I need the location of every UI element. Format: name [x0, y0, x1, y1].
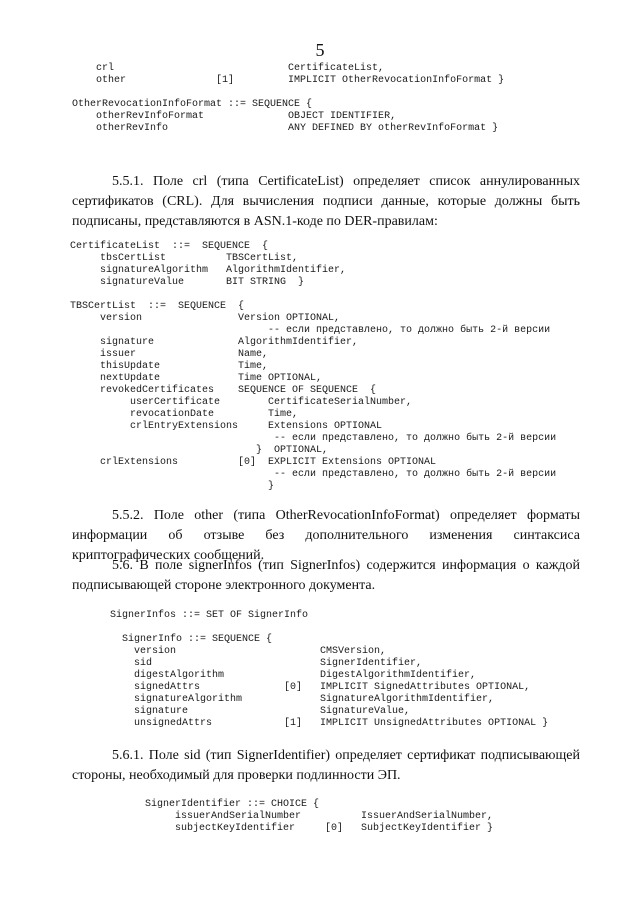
paragraph-5-6-1: 5.6.1. Поле sid (тип SignerIdentifier) определяет сертификат подписывающей стороны, необходимый для проверки подлинности ЭП.: [72, 748, 580, 783]
paragraph-5-5-2: 5.5.2. Поле other (типа OtherRevocationInfoFormat) определяет форматы информации об отзыве без дополнительного изменения синтаксиса криптографических сообщений.: [72, 508, 580, 563]
code-block-signer-infos: SignerInfos ::= SET OF SignerInfo SignerInfo ::= SEQUENCE { version CMSVersion, sid SignerIdentifier, digestAlgorithm DigestAlgorithmIdentifier, signedAttrs [0] IMPLICIT SignedAttributes OPTIONAL, signatureAlgorithm SignatureAlgorithmIdentifier, signature SignatureValue, unsignedAttrs [1] IMPLICIT UnsignedAttributes OPTIONAL }: [110, 610, 549, 729]
page-number: 5: [315, 40, 325, 60]
code-block-signer-identifier: SignerIdentifier ::= CHOICE { issuerAndSerialNumber IssuerAndSerialNumber, subjectKeyIdentifier [0] SubjectKeyIdentifier }: [145, 799, 494, 834]
code-block-certificate-list: CertificateList ::= SEQUENCE { tbsCertList TBSCertList, signatureAlgorithm AlgorithmIdentifier, signatureValue BIT STRING } TBSCertList ::= SEQUENCE { version Version OPTIONAL, -- если представлено, то должно быть 2-й версии signature AlgorithmIdentifier, issuer Name, thisUpdate Time, nextUpdate Time OPTIONAL, revokedCertificates SEQUENCE OF SEQUENCE { userCertificate CertificateSerialNumber, revocationDate Time, crlEntryExtensions Extensions OPTIONAL -- если представлено, то должно быть 2-й версии } OPTIONAL, crlExtensions [0] EXPLICIT Extensions OPTIONAL -- если представлено, то должно быть 2-й версии }: [70, 241, 557, 492]
code-block-crl-other: crl CertificateList, other [1] IMPLICIT OtherRevocationInfoFormat } OtherRevocationInfoFormat ::= SEQUENCE { otherRevInfoFormat OBJECT IDENTIFIER, otherRevInfo ANY DEFINED BY otherRevInfoFormat }: [72, 63, 505, 134]
paragraph-5-5-1: 5.5.1. Поле crl (типа CertificateList) определяет список аннулированных сертификатов (CRL). Для вычисления подписи данные, которые должны быть подписаны, представляются в ASN.1-коде по DER-правилам:: [72, 174, 580, 229]
paragraph-5-6: 5.6. В поле signerInfos (тип SignerInfos) содержится информация о каждой подписывающей стороне электронного документа.: [72, 558, 580, 593]
